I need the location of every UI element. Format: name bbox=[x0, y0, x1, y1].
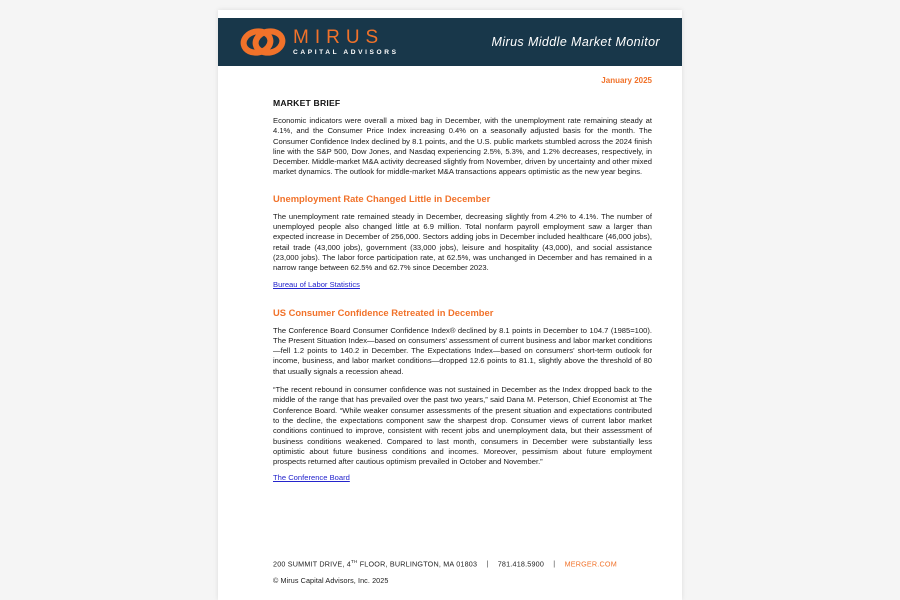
brand-name: MIRUS bbox=[293, 26, 385, 48]
document-page bbox=[218, 10, 682, 600]
document-footer bbox=[273, 559, 652, 585]
newsletter-title: Mirus Middle Market Monitor bbox=[491, 35, 660, 49]
document-content bbox=[218, 98, 682, 485]
section-heading-consumer-confidence: US Consumer Confidence Retreated in December bbox=[273, 306, 494, 318]
conference-board-link[interactable]: The Conference Board bbox=[273, 473, 350, 483]
footer-divider-1: | bbox=[486, 559, 489, 568]
header-band bbox=[218, 18, 682, 66]
section-heading-unemployment: Unemployment Rate Changed Little in December bbox=[273, 192, 491, 204]
bureau-of-labor-statistics-link[interactable]: Bureau of Labor Statistics bbox=[273, 279, 360, 289]
address-text-cont: FLOOR, BURLINGTON, MA 01803 bbox=[357, 559, 478, 568]
phone-number: 781.418.5900 bbox=[497, 559, 545, 568]
logo-text bbox=[293, 28, 399, 57]
brand-tagline: CAPITAL ADVISORS bbox=[293, 48, 399, 56]
issue-date: January 2025 bbox=[601, 76, 652, 85]
footer-divider-2: | bbox=[553, 559, 556, 568]
market-brief-heading: MARKET BRIEF bbox=[273, 98, 341, 108]
consumer-confidence-paragraph-1: The Conference Board Consumer Confidence Index® declined by 8.1 points in December to 104.7 (1985=100). The Present Situation Index—based on consumers’ assessment of current business and labor market conditions—fell 1.2 points to 140.2 in December. The Expectations Index—based on consumers’ short-term outlook for income, business, and labor market conditions—dropped 12.6 points to 81.1, slightly above the threshold of 80 that usually signals a recession ahead. bbox=[273, 325, 652, 376]
address-ordinal-suffix: TH bbox=[350, 558, 358, 564]
interlocking-rings-icon bbox=[240, 26, 286, 58]
merger-com-link[interactable]: MERGER.COM bbox=[564, 559, 617, 568]
address-text: 200 SUMMIT DRIVE, 4 bbox=[273, 559, 351, 568]
unemployment-paragraph: The unemployment rate remained steady in December, decreasing slightly from 4.2% to 4.1%. The number of unemployed people also changed little at 6.9 million. Total nonfarm payroll employment saw a larger than expected increase in December of 256,000. Sectors adding jobs in December included healthcare (46,000 jobs), retail trade (43,000 jobs), government (33,000 jobs), leisure and hospitality (43,000), and social assistance (23,000 jobs). The labor force participation rate, at 62.5%, was unchanged in December and has remained in a narrow range between 62.5% and 62.7% since December 2023. bbox=[273, 211, 652, 273]
contact-line bbox=[273, 559, 652, 568]
copyright-notice: © Mirus Capital Advisors, Inc. 2025 bbox=[273, 576, 389, 585]
market-brief-paragraph: Economic indicators were overall a mixed bag in December, with the unemployment rate remaining steady at 4.1%, and the Consumer Price Index increasing 0.4% on a seasonally adjusted basis for the month. The Consumer Confidence Index declined by 8.1 points, and the U.S. public markets stumbled across the 2024 finish line with the S&P 500, Dow Jones, and Nasdaq experiencing 2.5%, 5.3%, and 1.2% decreases, respectively, in December. Middle-market M&A activity decreased slightly from November, driven by uncertainty and other mixed market dynamics. The outlook for middle-market M&A transactions appears optimistic as the new year begins. bbox=[273, 116, 652, 177]
mirus-logo bbox=[240, 26, 399, 58]
consumer-confidence-paragraph-2: “The recent rebound in consumer confidence was not sustained in December as the Index dropped back to the middle of the range that has prevailed over the past two years,” said Dana M. Peterson, Chief Economist at The Conference Board. “While weaker consumer assessments of the present situation and expectations contributed to the decline, the expectations component saw the sharpest drop. Consumer views of current labor market conditions continued to improve, consistent with recent jobs and unemployment data, but their assessment of business conditions weakened. Compared to last month, consumers in December were substantially less optimistic about future business conditions and incomes. Moreover, pessimism about future employment prospects returned after cautious optimism prevailed in October and November.” bbox=[273, 385, 652, 467]
